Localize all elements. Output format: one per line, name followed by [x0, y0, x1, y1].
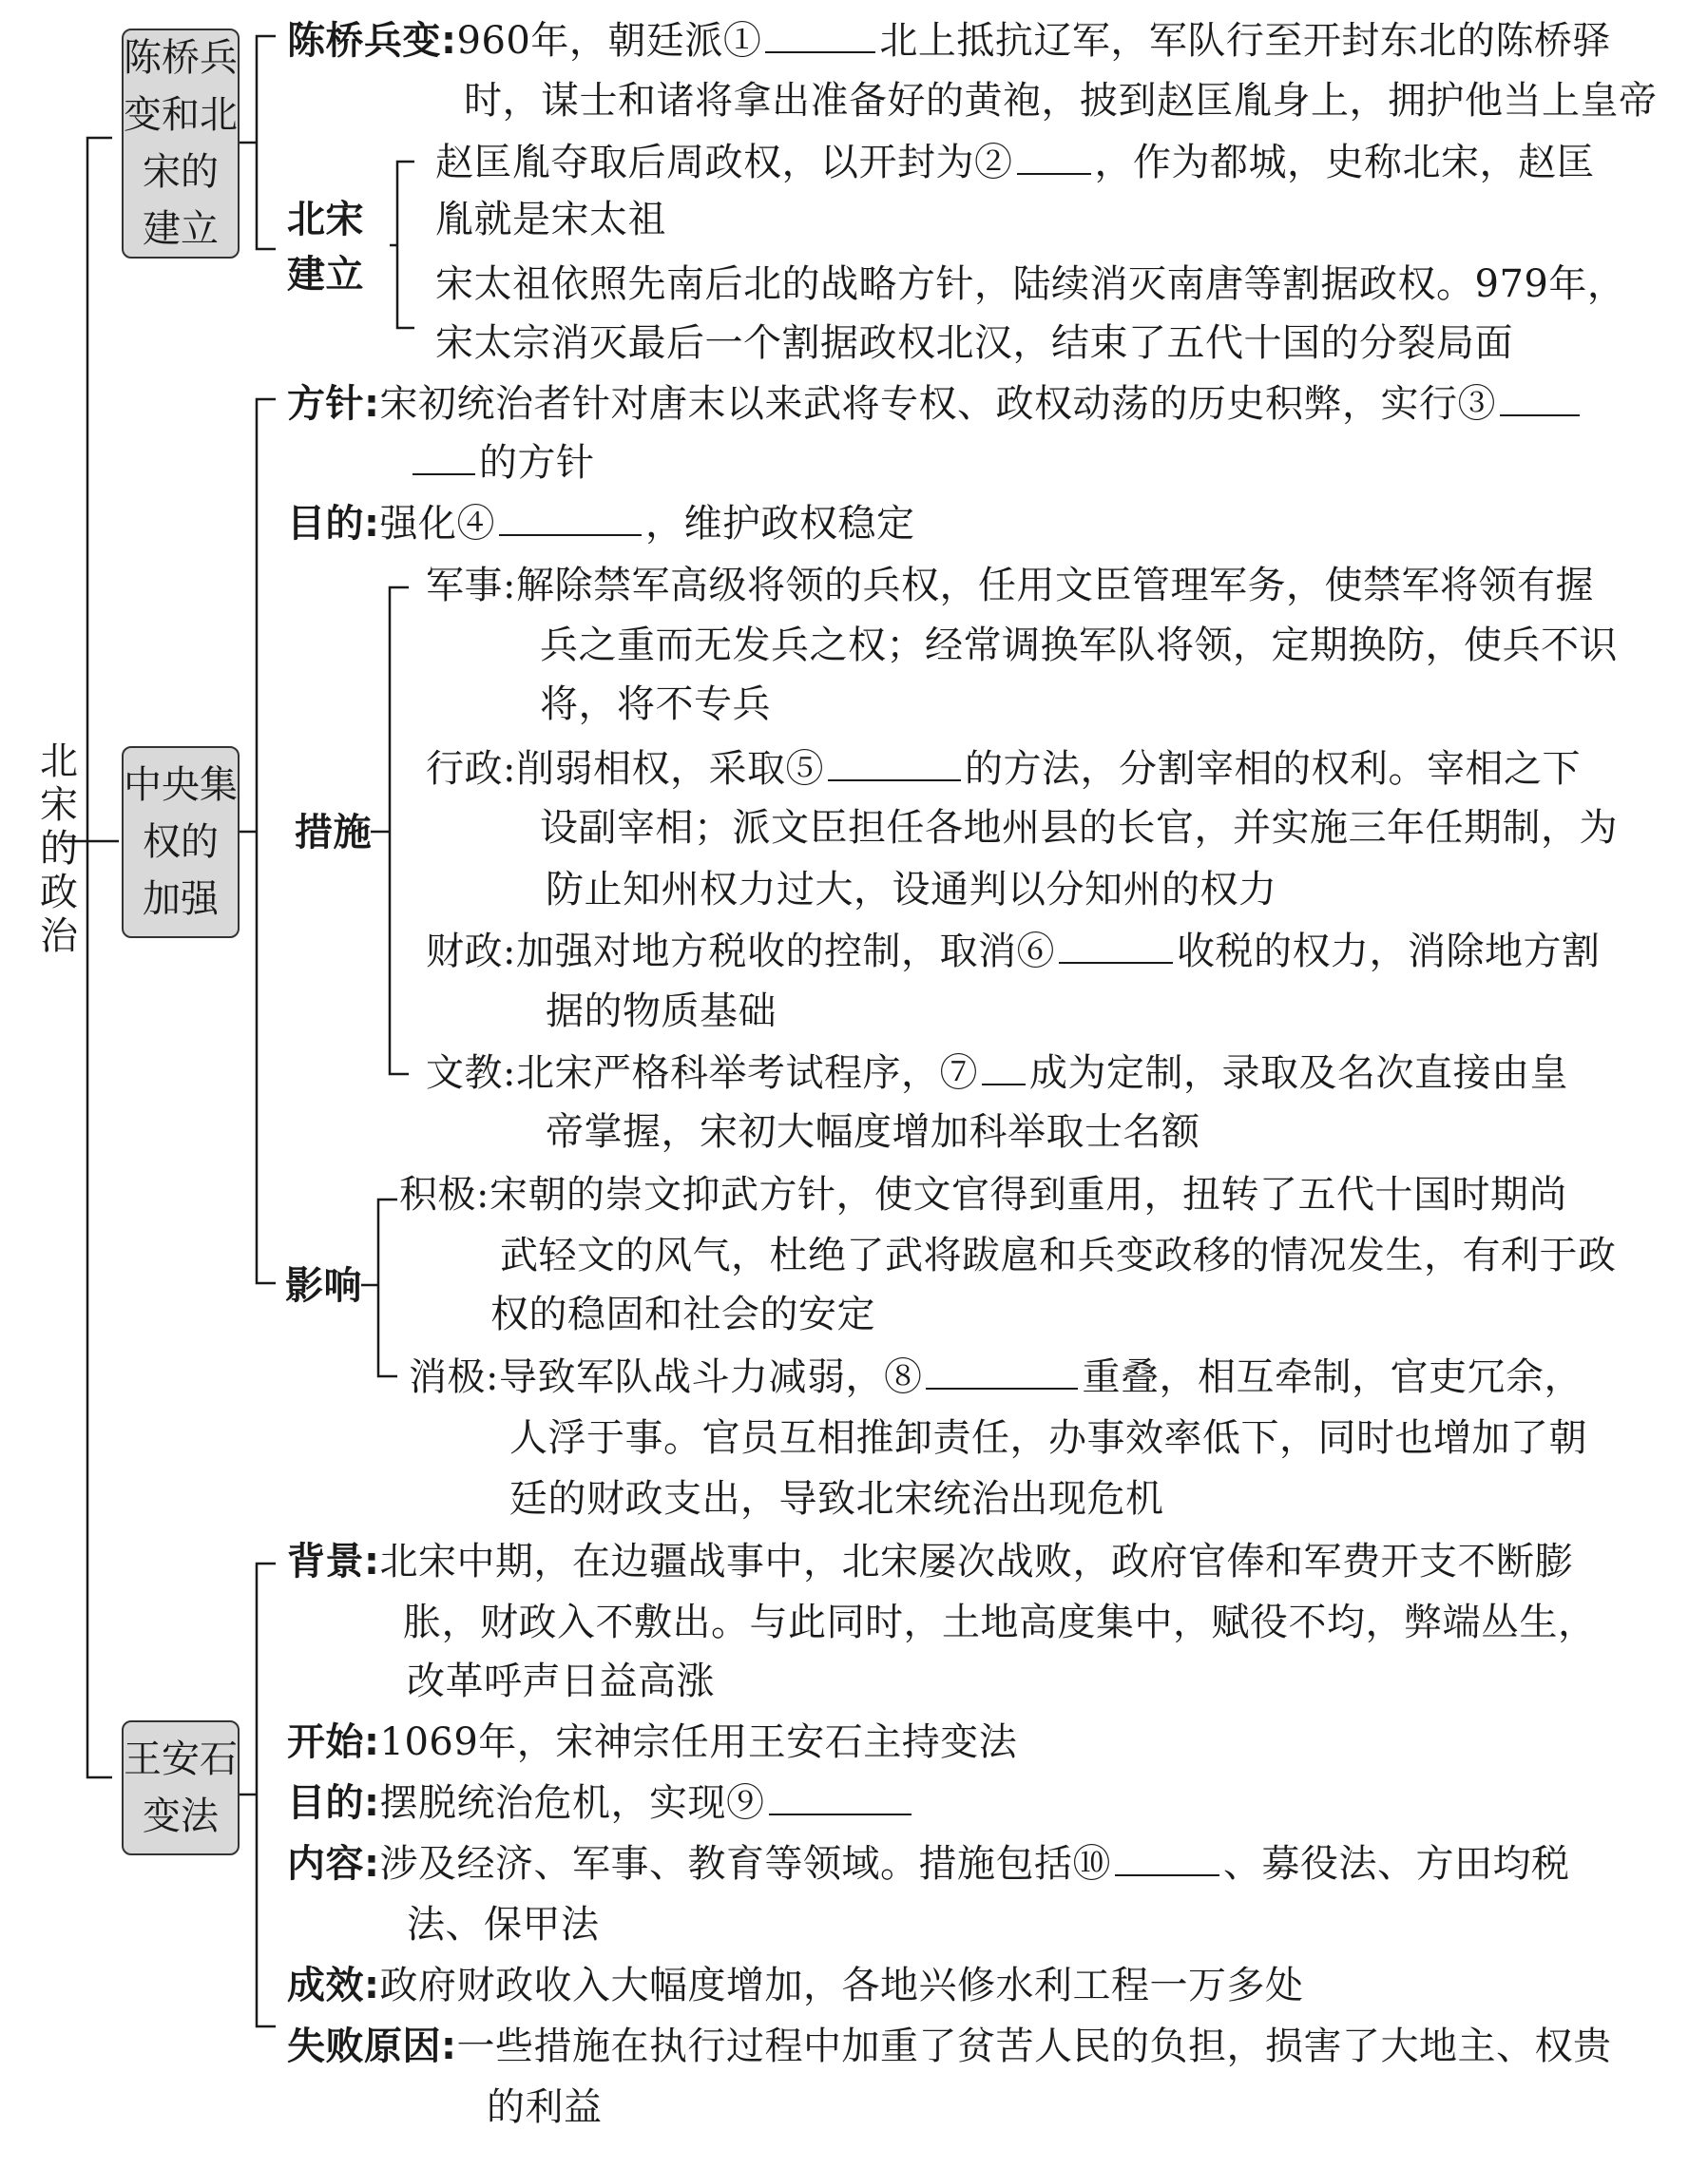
blank-10[interactable] — [1115, 1842, 1219, 1876]
blank-9[interactable] — [769, 1781, 912, 1815]
cuoshi-label: 措施 — [295, 811, 372, 854]
beijing-label: 背景: — [287, 1540, 380, 1584]
root-char: 宋 — [40, 783, 78, 827]
beijing-text: 北宋中期，在边疆战事中，北宋屡次战败，政府官俸和军费开支不断膨 — [379, 1540, 1573, 1584]
box-line: 加强 — [143, 877, 219, 921]
mudi3-label: 目的: — [287, 1781, 380, 1825]
section-box-jiquan — [122, 746, 240, 938]
blank-8[interactable] — [926, 1355, 1078, 1390]
box-line: 变法 — [143, 1795, 219, 1838]
caizheng-text: 收税的权力，消除地方割 — [1176, 930, 1601, 973]
caizheng-line-2: 据的物质基础 — [546, 989, 777, 1033]
jiji-text: 宋朝的崇文抑武方针，使文官得到重用，扭转了五代十国时期尚 — [489, 1173, 1567, 1217]
box-line: 权的 — [143, 820, 219, 864]
root-char: 政 — [40, 871, 78, 914]
neirong-text: 、募役法、方田均税 — [1223, 1842, 1570, 1886]
xiaoji-text: 导致军队战斗力减弱，⑧ — [498, 1355, 923, 1399]
beisong-label-2: 建立 — [287, 253, 364, 297]
wenjiao-text: 成为定制，录取及名次直接由皇 — [1028, 1051, 1568, 1095]
chenqiao-line-1 — [287, 11, 1611, 70]
blank-2[interactable] — [1017, 141, 1091, 175]
chenqiao-text: 960年，朝廷派① — [456, 19, 762, 63]
xingzheng-label: 行政: — [426, 747, 516, 791]
mudi-text: 强化④ — [379, 502, 495, 546]
kaishi-label: 开始: — [287, 1720, 380, 1764]
xiaoji-line-1 — [409, 1348, 1583, 1407]
jiji-label: 积极: — [399, 1173, 489, 1217]
blank-4[interactable] — [499, 502, 642, 536]
xingzheng-text: 的方法，分割宰相的权利。宰相之下 — [964, 747, 1581, 791]
neirong-label: 内容: — [287, 1842, 380, 1886]
mudi-label: 目的: — [287, 502, 380, 546]
root-bracket — [87, 138, 112, 1777]
box-line: 陈桥兵 — [124, 36, 238, 80]
yingxiang-label: 影响 — [285, 1264, 362, 1308]
fangzhen-label: 方针: — [287, 382, 380, 426]
fangzhen-line-1 — [287, 374, 1583, 433]
blank-7[interactable] — [982, 1051, 1026, 1085]
chengxiao-label: 成效: — [287, 1964, 380, 2007]
xingzheng-line-2: 设副宰相；派文臣担任各地州县的长官，并实施三年任期制，为 — [540, 806, 1618, 850]
xiaoji-line-2: 人浮于事。官员互相推卸责任，办事效率低下，同时也增加了朝 — [509, 1416, 1587, 1460]
box-line: 宋的 — [143, 150, 219, 194]
box-line: 建立 — [143, 207, 219, 251]
mudi-text: ，维护政权稳定 — [645, 502, 915, 546]
junshi-line-2: 兵之重而无发兵之权；经常调换军队将领，定期换防，使兵不识 — [540, 624, 1618, 667]
box-line: 中央集 — [124, 763, 238, 807]
chengxiao-line — [287, 1956, 1304, 2015]
chenqiao-text: 北上抵抗辽军，军队行至开封东北的陈桥驿 — [879, 19, 1611, 63]
junshi-line-1 — [426, 556, 1594, 615]
blank-1[interactable] — [765, 19, 875, 53]
chenqiao-line-2: 时，谋士和诸将拿出准备好的黄袍，披到赵匡胤身上，拥护他当上皇帝 — [464, 79, 1658, 123]
shibai-text: 一些措施在执行过程中加重了贫苦人民的负担，损害了大地主、权贵 — [456, 2025, 1612, 2068]
beisong-label-1: 北宋 — [287, 198, 364, 241]
fangzhen-line-2 — [409, 433, 595, 492]
section-box-chenqiao — [122, 29, 240, 259]
neirong-text: 涉及经济、军事、教育等领域。措施包括⑩ — [379, 1842, 1111, 1886]
wenjiao-text: 北宋严格科举考试程序，⑦ — [515, 1051, 978, 1095]
fangzhen-text: 宋初统治者针对唐末以来武将专权、政权动荡的历史积弊，实行③ — [379, 382, 1496, 426]
kaishi-text: 1069年，宋神宗任用王安石主持变法 — [379, 1720, 1018, 1764]
jiji-line-1 — [399, 1165, 1567, 1224]
blank-5[interactable] — [828, 747, 961, 781]
xingzheng-line-3: 防止知州权力过大，设通判以分知州的权力 — [546, 868, 1277, 912]
shibai-label: 失败原因: — [287, 2025, 457, 2068]
root-title — [38, 739, 80, 958]
xiaoji-line-3: 廷的财政支出，导致北宋统治出现危机 — [509, 1477, 1164, 1521]
shibai-line-1 — [287, 2017, 1612, 2076]
caizheng-label: 财政: — [426, 930, 516, 973]
mudi-line — [287, 494, 915, 553]
beijing-line-3: 改革呼声日益高涨 — [407, 1660, 715, 1703]
mudi3-text: 摆脱统治危机，实现⑨ — [379, 1781, 765, 1825]
beisong-line-1 — [435, 133, 1595, 192]
wenjiao-line-1 — [426, 1044, 1568, 1103]
blank-3[interactable] — [1500, 382, 1580, 416]
chenqiao-label: 陈桥兵变: — [287, 19, 457, 63]
wenjiao-line-2: 帝掌握，宋初大幅度增加科举取士名额 — [546, 1110, 1200, 1154]
root-char: 的 — [40, 827, 78, 871]
caizheng-line-1 — [426, 922, 1600, 981]
beisong-text: 赵匡胤夺取后周政权，以开封为② — [435, 141, 1013, 184]
kaishi-line — [287, 1713, 1017, 1772]
beisong-line-2: 胤就是宋太祖 — [435, 198, 666, 241]
jiji-line-2: 武轻文的风气，杜绝了武将跋扈和兵变政移的情况发生，有利于政 — [500, 1234, 1617, 1277]
junshi-text: 解除禁军高级将领的兵权，任用文臣管理军务，使禁军将领有握 — [515, 564, 1594, 607]
junshi-label: 军事: — [426, 564, 516, 607]
caizheng-text: 加强对地方税收的控制，取消⑥ — [515, 930, 1055, 973]
box-line: 王安石 — [124, 1737, 238, 1781]
box-line: 变和北 — [124, 93, 238, 137]
jiji-line-3: 权的稳固和社会的安定 — [490, 1293, 875, 1336]
mudi3-line — [287, 1774, 915, 1833]
xiaoji-text: 重叠，相互牵制，官吏冗余， — [1082, 1355, 1583, 1399]
xingzheng-text: 削弱相权，采取⑤ — [515, 747, 824, 791]
wenjiao-label: 文教: — [426, 1051, 516, 1095]
section-box-wanganshi — [122, 1720, 240, 1855]
beisong-text: ，作为都城，史称北宋，赵匡 — [1094, 141, 1595, 184]
xingzheng-line-1 — [426, 739, 1581, 798]
fangzhen-text: 的方针 — [479, 441, 595, 485]
blank-3-cont[interactable] — [413, 441, 475, 475]
shibai-line-2: 的利益 — [487, 2085, 603, 2129]
junshi-line-3: 将，将不专兵 — [540, 682, 771, 726]
root-char: 治 — [40, 914, 78, 958]
root-char: 北 — [40, 739, 78, 783]
neirong-line-2: 法、保甲法 — [407, 1903, 600, 1947]
blank-6[interactable] — [1059, 930, 1173, 964]
beisong-line-4: 宋太宗消灭最后一个割据政权北汉，结束了五代十国的分裂局面 — [435, 321, 1513, 365]
neirong-line-1 — [287, 1834, 1570, 1893]
beisong-line-3: 宋太祖依照先南后北的战略方针，陆续消灭南唐等割据政权。979年， — [435, 262, 1626, 306]
xiaoji-label: 消极: — [409, 1355, 499, 1399]
beijing-line-1 — [287, 1532, 1573, 1591]
beijing-line-2: 胀，财政入不敷出。与此同时，土地高度集中，赋役不均，弊端丛生， — [403, 1601, 1597, 1644]
chengxiao-text: 政府财政收入大幅度增加，各地兴修水利工程一万多处 — [379, 1964, 1304, 2007]
